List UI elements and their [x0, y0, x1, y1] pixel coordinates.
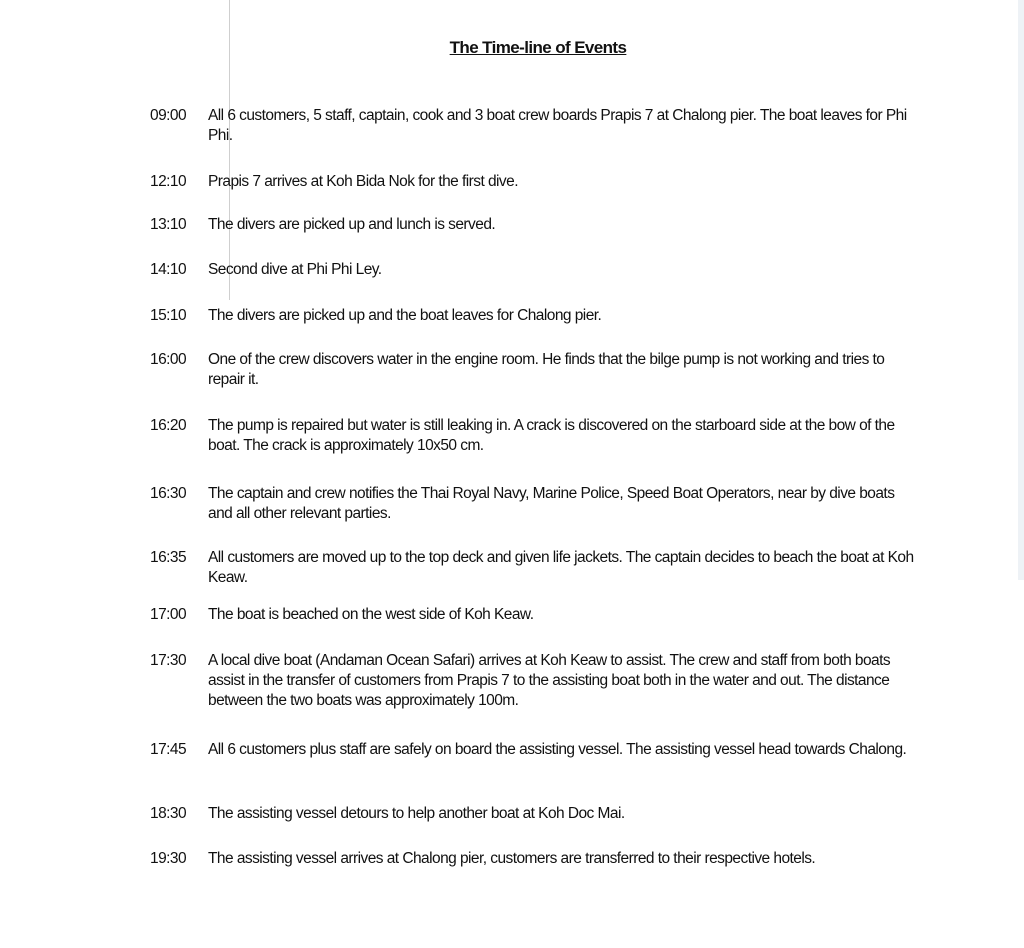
entry-text: All 6 customers, 5 staff, captain, cook and 3 boat crew boards Prapis 7 at Chalong pier. The boat leaves for Phi Phi. [208, 107, 907, 144]
entry-text: The assisting vessel detours to help another boat at Koh Doc Mai. [208, 805, 625, 822]
entry-text: All 6 customers plus staff are safely on board the assisting vessel. The assisting vessel head towards Chalong. [208, 741, 907, 758]
entry-time: 15:10 [150, 307, 187, 324]
entry-text: The divers are picked up and the boat leaves for Chalong pier. [208, 307, 602, 324]
entry-time: 12:10 [150, 173, 187, 190]
entry-time: 16:00 [150, 351, 187, 368]
entry-text: The captain and crew notifies the Thai Royal Navy, Marine Police, Speed Boat Operators, near by dive boats and all other relevant parties. [208, 485, 895, 522]
page-title: The Time-line of Events [449, 38, 627, 57]
entry-time: 17:45 [150, 741, 187, 758]
entry-time: 13:10 [150, 216, 187, 233]
entry-time: 17:30 [150, 652, 187, 669]
entry-text: Prapis 7 arrives at Koh Bida Nok for the first dive. [208, 173, 518, 190]
entry-text: A local dive boat (Andaman Ocean Safari) arrives at Koh Keaw to assist. The crew and staff from both boats assist in the transfer of customers from Prapis 7 to the assisting boat both in the water and out. The distance between the two boats was approximately 100m. [208, 652, 891, 709]
entry-time: 16:20 [150, 417, 187, 434]
entry-text: The assisting vessel arrives at Chalong pier, customers are transferred to their respective hotels. [208, 850, 816, 867]
entry-time: 19:30 [150, 850, 187, 867]
entry-text: All customers are moved up to the top deck and given life jackets. The captain decides to beach the boat at Koh Keaw. [208, 549, 914, 586]
entry-text: One of the crew discovers water in the engine room. He finds that the bilge pump is not working and tries to repair it. [208, 351, 885, 388]
entry-text: Second dive at Phi Phi Ley. [208, 261, 382, 278]
entry-text: The pump is repaired but water is still leaking in. A crack is discovered on the starboard side at the bow of the boat. The crack is approximately 10x50 cm. [208, 417, 895, 454]
entry-time: 17:00 [150, 606, 187, 623]
entry-time: 09:00 [150, 107, 187, 124]
entry-text: The divers are picked up and lunch is served. [208, 216, 496, 233]
entry-time: 16:30 [150, 485, 187, 502]
entry-text: The boat is beached on the west side of Koh Keaw. [208, 606, 534, 623]
entry-time: 18:30 [150, 805, 187, 822]
entry-time: 14:10 [150, 261, 187, 278]
entry-time: 16:35 [150, 549, 187, 566]
